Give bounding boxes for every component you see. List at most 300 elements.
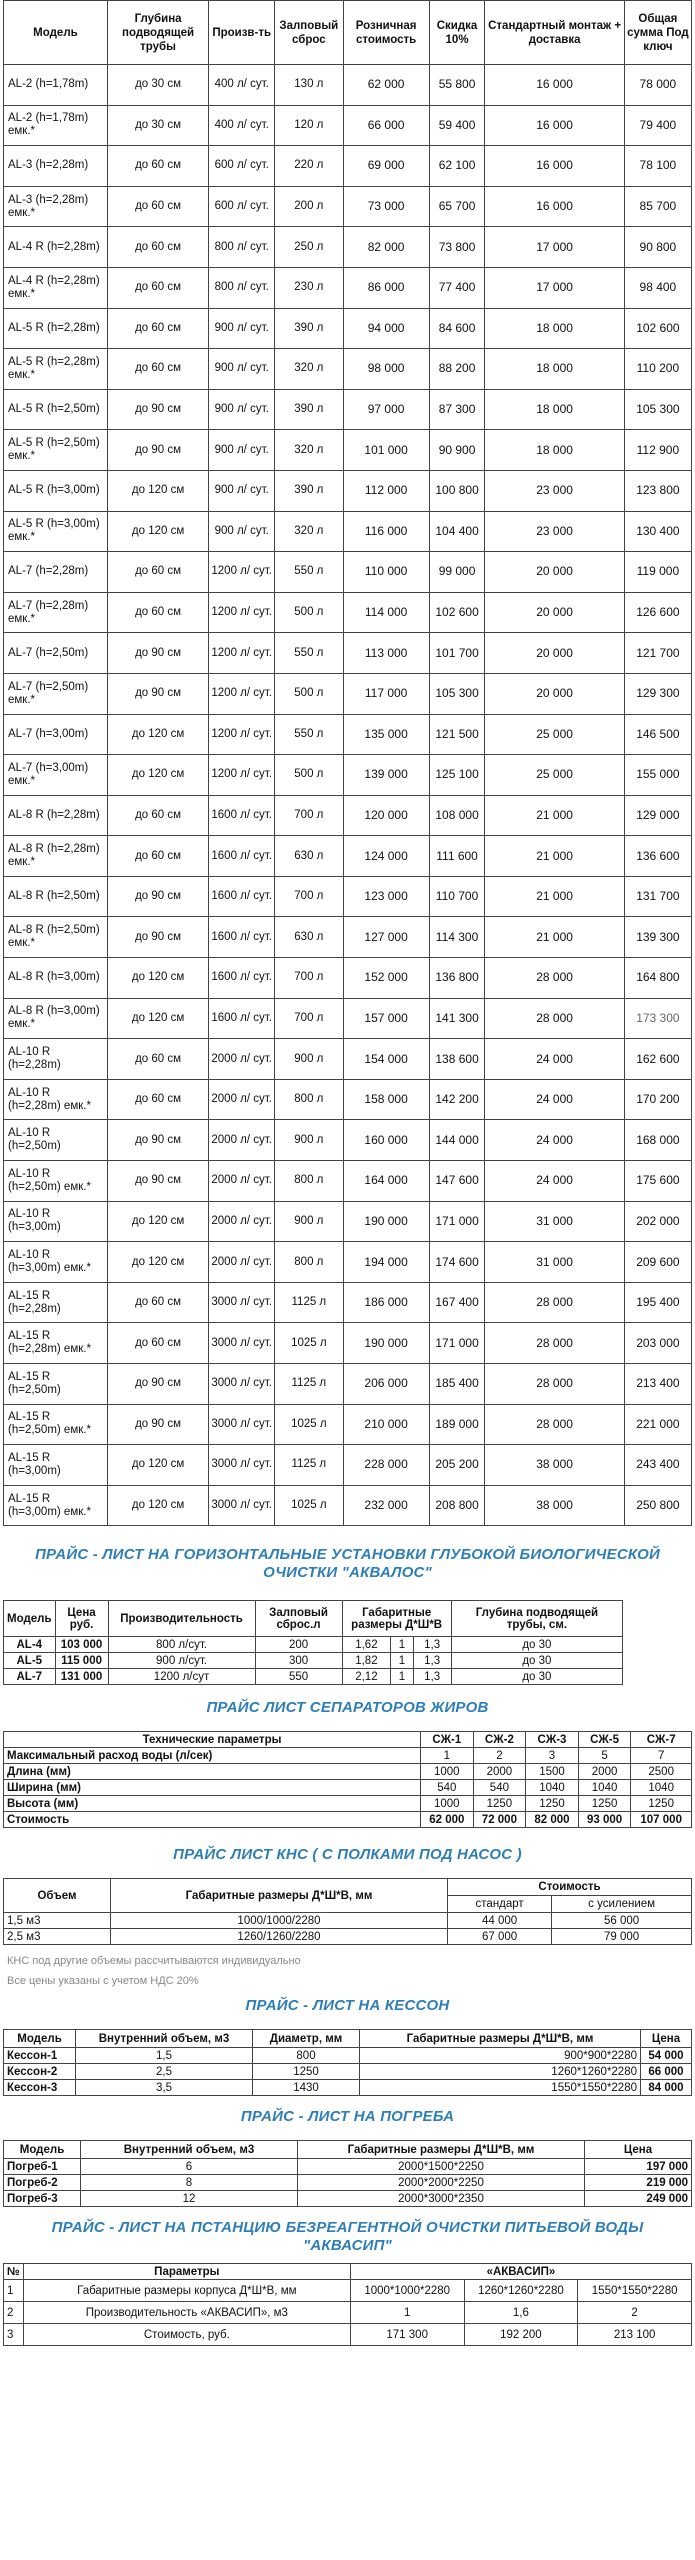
- header-cell: Глубина подводящей трубы, см.: [451, 1601, 622, 1637]
- table-row: [4, 714, 692, 755]
- table-cell: Стоимость: [4, 1812, 421, 1828]
- table-cell: 3,5: [76, 2080, 253, 2096]
- table-cell: 3: [526, 1748, 579, 1764]
- table-cell: 400 л/ сут.: [209, 65, 275, 106]
- table-cell: 20 000: [485, 673, 624, 714]
- header-cell: СЖ-3: [526, 1732, 579, 1748]
- table-cell: до 90 см: [107, 876, 208, 917]
- table-cell: до 60 см: [107, 1039, 208, 1080]
- table-row: [4, 2175, 692, 2191]
- subheader-cell: с усилением: [552, 1896, 692, 1913]
- table-cell: Габаритные размеры корпуса Д*Ш*В, мм: [23, 2280, 350, 2302]
- table-cell: 1040: [526, 1780, 579, 1796]
- table-header-row: [4, 2264, 692, 2280]
- header-cell: Модель: [4, 1, 108, 65]
- table-cell: 101 000: [343, 430, 429, 471]
- table-row: [4, 2191, 692, 2207]
- vat-note: Все цены указаны с учетом НДС 20%: [7, 1975, 199, 1988]
- table-row: [4, 267, 692, 308]
- header-cell: СЖ-2: [473, 1732, 526, 1748]
- table-cell: 66 000: [343, 105, 429, 146]
- table-cell: 243 400: [624, 1445, 691, 1486]
- table-cell: 112 900: [624, 430, 691, 471]
- table-cell: 130 400: [624, 511, 691, 552]
- table-cell: 500 л: [275, 592, 343, 633]
- table-cell: 1000: [421, 1796, 474, 1812]
- table-cell: 2: [473, 1748, 526, 1764]
- table-row: [4, 1120, 692, 1161]
- table-row: [4, 1323, 692, 1364]
- table-cell: AL-7 (h=3,00m) емк.*: [4, 755, 108, 796]
- table-cell: 1600 л/ сут.: [209, 836, 275, 877]
- table-cell: 77 400: [429, 267, 485, 308]
- table-cell: 136 800: [429, 958, 485, 999]
- table-cell: 84 000: [641, 2080, 692, 2096]
- table-cell: 138 600: [429, 1039, 485, 1080]
- table-cell: 2000 л/ сут.: [209, 1079, 275, 1120]
- table-row: [4, 146, 692, 187]
- table-cell: 78 100: [624, 146, 691, 187]
- table-cell: 54 000: [641, 2048, 692, 2064]
- table-cell: до 60 см: [107, 349, 208, 390]
- table-cell: 1600 л/ сут.: [209, 917, 275, 958]
- table-cell: 69 000: [343, 146, 429, 187]
- kns-note-individual: КНС под другие объемы рассчитываются индивидуально: [7, 1955, 301, 1968]
- table-cell: до 90 см: [107, 1364, 208, 1405]
- table-cell: 3000 л/ сут.: [209, 1364, 275, 1405]
- table-cell: Кессон-3: [4, 2080, 76, 2096]
- table-cell: до 60 см: [107, 1282, 208, 1323]
- header-cell: Габаритные размеры Д*Ш*В, мм: [111, 1879, 448, 1913]
- table-cell: 550 л: [275, 714, 343, 755]
- table-cell: 38 000: [485, 1445, 624, 1486]
- table-cell: 160 000: [343, 1120, 429, 1161]
- header-cell: Параметры: [23, 2264, 350, 2280]
- table-cell: 540: [421, 1780, 474, 1796]
- table-cell: 1025 л: [275, 1323, 343, 1364]
- subheader-cell: стандарт: [448, 1896, 552, 1913]
- table-cell: 1: [4, 2280, 24, 2302]
- table-cell: AL-3 (h=2,28m) емк.*: [4, 186, 108, 227]
- table-cell: 25 000: [485, 755, 624, 796]
- table-cell: 24 000: [485, 1161, 624, 1202]
- table-row: [4, 1780, 692, 1796]
- table-cell: 2,5: [76, 2064, 253, 2080]
- header-cell: Объем: [4, 1879, 111, 1913]
- table-cell: 1,6: [464, 2302, 578, 2324]
- table-cell: 87 300: [429, 389, 485, 430]
- table-cell: до 120 см: [107, 1445, 208, 1486]
- table-cell: 2000 л/ сут.: [209, 1039, 275, 1080]
- table-cell: 18 000: [485, 389, 624, 430]
- table-cell: 185 400: [429, 1364, 485, 1405]
- header-cell: Габаритные размеры Д*Ш*В, мм: [360, 2030, 641, 2048]
- table-cell: 1500: [526, 1764, 579, 1780]
- table-cell: до 60 см: [107, 146, 208, 187]
- table-cell: Ширина (мм): [4, 1780, 421, 1796]
- table-cell: 600 л/ сут.: [209, 146, 275, 187]
- table-cell: AL-7 (h=2,28m) емк.*: [4, 592, 108, 633]
- table-cell: 97 000: [343, 389, 429, 430]
- table-cell: 146 500: [624, 714, 691, 755]
- table-cell: 16 000: [485, 146, 624, 187]
- table-cell: 2000: [578, 1764, 631, 1780]
- table-cell: AL-5 R (h=3,00m): [4, 470, 108, 511]
- table-cell: 232 000: [343, 1485, 429, 1526]
- table-cell: 300: [255, 1653, 342, 1669]
- table-cell: 213 100: [578, 2324, 692, 2346]
- table-cell: 500 л: [275, 673, 343, 714]
- table-cell: 220 л: [275, 146, 343, 187]
- table-cell: 900 л: [275, 1039, 343, 1080]
- table-cell: 203 000: [624, 1323, 691, 1364]
- table-cell: 206 000: [343, 1364, 429, 1405]
- table-cell: 82 000: [343, 227, 429, 268]
- caisson-table: [3, 2029, 692, 2096]
- table-cell: 155 000: [624, 755, 691, 796]
- table-cell: 62 000: [421, 1812, 474, 1828]
- table-cell: 67 000: [448, 1929, 552, 1945]
- header-cell: Скидка 10%: [429, 1, 485, 65]
- table-cell: 28 000: [485, 1364, 624, 1405]
- table-cell: AL-7 (h=3,00m): [4, 714, 108, 755]
- table-cell: 105 300: [624, 389, 691, 430]
- table-cell: до 120 см: [107, 1242, 208, 1283]
- header-cell: Производительность: [108, 1601, 255, 1637]
- table-cell: 16 000: [485, 65, 624, 106]
- table-cell: 200 л: [275, 186, 343, 227]
- table-cell: 202 000: [624, 1201, 691, 1242]
- table-cell: 900 л/ сут.: [209, 349, 275, 390]
- table-row: [4, 1764, 692, 1780]
- table-cell: 111 600: [429, 836, 485, 877]
- table-cell: 1,5 м3: [4, 1913, 111, 1929]
- header-cell: Произв-ть: [209, 1, 275, 65]
- table-cell: 200: [255, 1637, 342, 1653]
- table-cell: 120 000: [343, 795, 429, 836]
- table-row: [4, 227, 692, 268]
- table-cell: 167 400: [429, 1282, 485, 1323]
- table-cell: AL-7 (h=2,50m) емк.*: [4, 673, 108, 714]
- table-cell: AL-15 R (h=3,00m): [4, 1445, 108, 1486]
- table-cell: 21 000: [485, 917, 624, 958]
- table-cell: 23 000: [485, 470, 624, 511]
- table-cell: AL-7: [4, 1669, 56, 1685]
- table-cell: 28 000: [485, 1323, 624, 1364]
- table-cell: 2000*3000*2350: [298, 2191, 585, 2207]
- table-cell: 93 000: [578, 1812, 631, 1828]
- table-cell: 173 300: [624, 998, 691, 1039]
- table-cell: 154 000: [343, 1039, 429, 1080]
- table-cell: 102 600: [429, 592, 485, 633]
- table-row: [4, 1748, 692, 1764]
- table-cell: 125 100: [429, 755, 485, 796]
- table-row: [4, 2048, 692, 2064]
- table-cell: 1,82: [342, 1653, 391, 1669]
- table-cell: AL-15 R (h=3,00m) емк.*: [4, 1485, 108, 1526]
- table-cell: до 90 см: [107, 430, 208, 471]
- table-cell: 85 700: [624, 186, 691, 227]
- table-cell: 79 000: [552, 1929, 692, 1945]
- table-cell: 144 000: [429, 1120, 485, 1161]
- table-row: [4, 2064, 692, 2080]
- table-cell: 3000 л/ сут.: [209, 1485, 275, 1526]
- header-cell: Залповый сброс: [275, 1, 343, 65]
- table-cell: 1025 л: [275, 1485, 343, 1526]
- table-row: [4, 2159, 692, 2175]
- table-cell: 8: [81, 2175, 298, 2191]
- table-cell: 120 л: [275, 105, 343, 146]
- table-cell: 900 л/ сут.: [209, 308, 275, 349]
- table-row: [4, 1445, 692, 1486]
- table-cell: 28 000: [485, 1282, 624, 1323]
- table-cell: 1125 л: [275, 1364, 343, 1405]
- table-cell: 104 400: [429, 511, 485, 552]
- table-cell: 550 л: [275, 633, 343, 674]
- table-cell: 1550*1550*2280: [578, 2280, 692, 2302]
- table-cell: 162 600: [624, 1039, 691, 1080]
- table-cell: 78 000: [624, 65, 691, 106]
- table-cell: 59 400: [429, 105, 485, 146]
- table-cell: до 90 см: [107, 1120, 208, 1161]
- table-cell: 73 800: [429, 227, 485, 268]
- table-row: [4, 2302, 692, 2324]
- table-cell: AL-4 R (h=2,28m): [4, 227, 108, 268]
- table-cell: 170 200: [624, 1079, 691, 1120]
- table-cell: 126 600: [624, 592, 691, 633]
- table-cell: 320 л: [275, 511, 343, 552]
- table-cell: 1,3: [413, 1653, 451, 1669]
- table-cell: 164 800: [624, 958, 691, 999]
- table-cell: 228 000: [343, 1445, 429, 1486]
- table-cell: 2,12: [342, 1669, 391, 1685]
- table-cell: AL-10 R (h=2,50m): [4, 1120, 108, 1161]
- table-cell: 1200 л/ сут.: [209, 592, 275, 633]
- header-cell: Габаритные размеры Д*Ш*В: [342, 1601, 451, 1637]
- table-cell: 20 000: [485, 552, 624, 593]
- table-cell: 136 600: [624, 836, 691, 877]
- table-cell: 62 100: [429, 146, 485, 187]
- table-cell: 900 л: [275, 1201, 343, 1242]
- table-cell: AL-8 R (h=2,28m): [4, 795, 108, 836]
- table-cell: AL-15 R (h=2,28m) емк.*: [4, 1323, 108, 1364]
- table-row: [4, 1242, 692, 1283]
- table-cell: 24 000: [485, 1079, 624, 1120]
- table-cell: 219 000: [585, 2175, 692, 2191]
- table-cell: 79 400: [624, 105, 691, 146]
- header-cell: Технические параметры: [4, 1732, 421, 1748]
- table-row: [4, 430, 692, 471]
- table-cell: до 60 см: [107, 1323, 208, 1364]
- table-cell: AL-8 R (h=3,00m) емк.*: [4, 998, 108, 1039]
- table-cell: до 60 см: [107, 186, 208, 227]
- table-cell: 84 600: [429, 308, 485, 349]
- table-cell: 16 000: [485, 186, 624, 227]
- table-cell: 168 000: [624, 1120, 691, 1161]
- table-cell: 129 000: [624, 795, 691, 836]
- table-cell: 56 000: [552, 1913, 692, 1929]
- table-cell: AL-10 R (h=3,00m): [4, 1201, 108, 1242]
- table-cell: 1200 л/ сут.: [209, 714, 275, 755]
- table-cell: 2000 л/ сут.: [209, 1201, 275, 1242]
- table-cell: 1: [391, 1653, 413, 1669]
- table-cell: 1600 л/ сут.: [209, 795, 275, 836]
- table-cell: 3000 л/ сут.: [209, 1445, 275, 1486]
- table-cell: Стоимость, руб.: [23, 2324, 350, 2346]
- table-cell: 1260/1260/2280: [111, 1929, 448, 1945]
- table-cell: AL-2 (h=1,78m): [4, 65, 108, 106]
- table-cell: Кессон-2: [4, 2064, 76, 2080]
- table-cell: до 120 см: [107, 755, 208, 796]
- table-cell: 1200 л/ сут.: [209, 552, 275, 593]
- header-cell: Цена: [585, 2141, 692, 2159]
- table-cell: 800 л: [275, 1161, 343, 1202]
- table-cell: 123 800: [624, 470, 691, 511]
- table-cell: 72 000: [473, 1812, 526, 1828]
- table-cell: 139 000: [343, 755, 429, 796]
- table-cell: AL-5: [4, 1653, 56, 1669]
- table-row: [4, 1404, 692, 1445]
- table-cell: 171 000: [429, 1201, 485, 1242]
- header-cell: СЖ-1: [421, 1732, 474, 1748]
- table-cell: AL-4 R (h=2,28m) емк.*: [4, 267, 108, 308]
- table-row: [4, 186, 692, 227]
- table-cell: 800 л: [275, 1242, 343, 1283]
- table-row: [4, 1796, 692, 1812]
- table-row: [4, 2080, 692, 2096]
- table-cell: 1000*1000*2280: [350, 2280, 464, 2302]
- table-cell: 90 900: [429, 430, 485, 471]
- aqualos-table: [3, 1600, 623, 1685]
- table-cell: Максимальный расход воды (л/сек): [4, 1748, 421, 1764]
- table-cell: AL-7 (h=2,50m): [4, 633, 108, 674]
- table-cell: 390 л: [275, 470, 343, 511]
- header-cell: Внутренний объем, м3: [76, 2030, 253, 2048]
- table-cell: Погреб-2: [4, 2175, 81, 2191]
- table-cell: 31 000: [485, 1201, 624, 1242]
- table-cell: 147 600: [429, 1161, 485, 1202]
- table-cell: 1040: [578, 1780, 631, 1796]
- header-cell: Модель: [4, 1601, 56, 1637]
- table-row: [4, 1913, 692, 1929]
- table-cell: AL-8 R (h=2,50m): [4, 876, 108, 917]
- table-row: [4, 998, 692, 1039]
- cellar-heading: ПРАЙС - ЛИСТ НА ПОГРЕБА: [240, 2108, 455, 2126]
- table-row: [4, 389, 692, 430]
- table-cell: 18 000: [485, 430, 624, 471]
- table-cell: 65 700: [429, 186, 485, 227]
- header-cell: Модель: [4, 2030, 76, 2048]
- table-cell: Погреб-1: [4, 2159, 81, 2175]
- table-cell: 1000/1000/2280: [111, 1913, 448, 1929]
- table-cell: 250 л: [275, 227, 343, 268]
- table-cell: 500 л: [275, 755, 343, 796]
- main-price-table: [3, 0, 692, 1526]
- table-cell: 1250: [253, 2064, 360, 2080]
- table-cell: 630 л: [275, 836, 343, 877]
- table-cell: 98 000: [343, 349, 429, 390]
- table-cell: до 30: [451, 1669, 622, 1685]
- grease-table: [3, 1731, 692, 1828]
- table-row: [4, 633, 692, 674]
- table-cell: AL-15 R (h=2,28m): [4, 1282, 108, 1323]
- table-cell: 113 000: [343, 633, 429, 674]
- table-cell: 21 000: [485, 876, 624, 917]
- table-cell: Высота (мм): [4, 1796, 421, 1812]
- table-cell: до 90 см: [107, 1161, 208, 1202]
- table-cell: 94 000: [343, 308, 429, 349]
- table-cell: 195 400: [624, 1282, 691, 1323]
- main-table-header: [4, 1, 692, 65]
- table-cell: Кессон-1: [4, 2048, 76, 2064]
- table-cell: до 120 см: [107, 470, 208, 511]
- header-cell: Стоимость: [448, 1879, 692, 1896]
- table-cell: 141 300: [429, 998, 485, 1039]
- table-cell: 114 300: [429, 917, 485, 958]
- table-cell: 28 000: [485, 998, 624, 1039]
- table-cell: Производительность «АКВАСИП», м3: [23, 2302, 350, 2324]
- table-cell: до 60 см: [107, 795, 208, 836]
- table-cell: до 60 см: [107, 552, 208, 593]
- table-cell: 16 000: [485, 105, 624, 146]
- table-cell: до 120 см: [107, 998, 208, 1039]
- table-row: [4, 65, 692, 106]
- table-cell: AL-8 R (h=3,00m): [4, 958, 108, 999]
- table-cell: до 30: [451, 1637, 622, 1653]
- table-cell: 2,5 м3: [4, 1929, 111, 1945]
- table-cell: 1260*1260*2280: [464, 2280, 578, 2302]
- table-cell: 18 000: [485, 349, 624, 390]
- table-cell: 900 л/ сут.: [209, 430, 275, 471]
- table-cell: 86 000: [343, 267, 429, 308]
- table-cell: 99 000: [429, 552, 485, 593]
- table-cell: 130 л: [275, 65, 343, 106]
- table-cell: 131 700: [624, 876, 691, 917]
- table-cell: 102 600: [624, 308, 691, 349]
- table-cell: 208 800: [429, 1485, 485, 1526]
- table-cell: 3: [4, 2324, 24, 2346]
- table-cell: до 120 см: [107, 714, 208, 755]
- table-row: [4, 1039, 692, 1080]
- kns-heading: ПРАЙС ЛИСТ КНС ( С ПОЛКАМИ ПОД НАСОС ): [173, 1846, 522, 1864]
- table-cell: 100 800: [429, 470, 485, 511]
- table-cell: 700 л: [275, 998, 343, 1039]
- table-cell: 900 л: [275, 1120, 343, 1161]
- table-cell: 82 000: [526, 1812, 579, 1828]
- table-cell: до 90 см: [107, 1404, 208, 1445]
- table-cell: 3000 л/ сут.: [209, 1404, 275, 1445]
- table-cell: 210 000: [343, 1404, 429, 1445]
- table-cell: 190 000: [343, 1323, 429, 1364]
- header-cell: СЖ-5: [578, 1732, 631, 1748]
- table-cell: 17 000: [485, 267, 624, 308]
- table-cell: 800 л/ сут.: [209, 267, 275, 308]
- table-cell: 249 000: [585, 2191, 692, 2207]
- table-cell: 90 800: [624, 227, 691, 268]
- grease-heading: ПРАЙС ЛИСТ СЕПАРАТОРОВ ЖИРОВ: [206, 1699, 489, 1717]
- table-cell: AL-15 R (h=2,50m) емк.*: [4, 1404, 108, 1445]
- table-cell: 1000: [421, 1764, 474, 1780]
- table-row: [4, 1485, 692, 1526]
- table-cell: 3000 л/ сут.: [209, 1323, 275, 1364]
- table-cell: 142 200: [429, 1079, 485, 1120]
- table-cell: 7: [631, 1748, 692, 1764]
- table-cell: 320 л: [275, 430, 343, 471]
- table-cell: 44 000: [448, 1913, 552, 1929]
- table-row: [4, 1079, 692, 1120]
- table-cell: 1,62: [342, 1637, 391, 1653]
- table-cell: AL-4: [4, 1637, 56, 1653]
